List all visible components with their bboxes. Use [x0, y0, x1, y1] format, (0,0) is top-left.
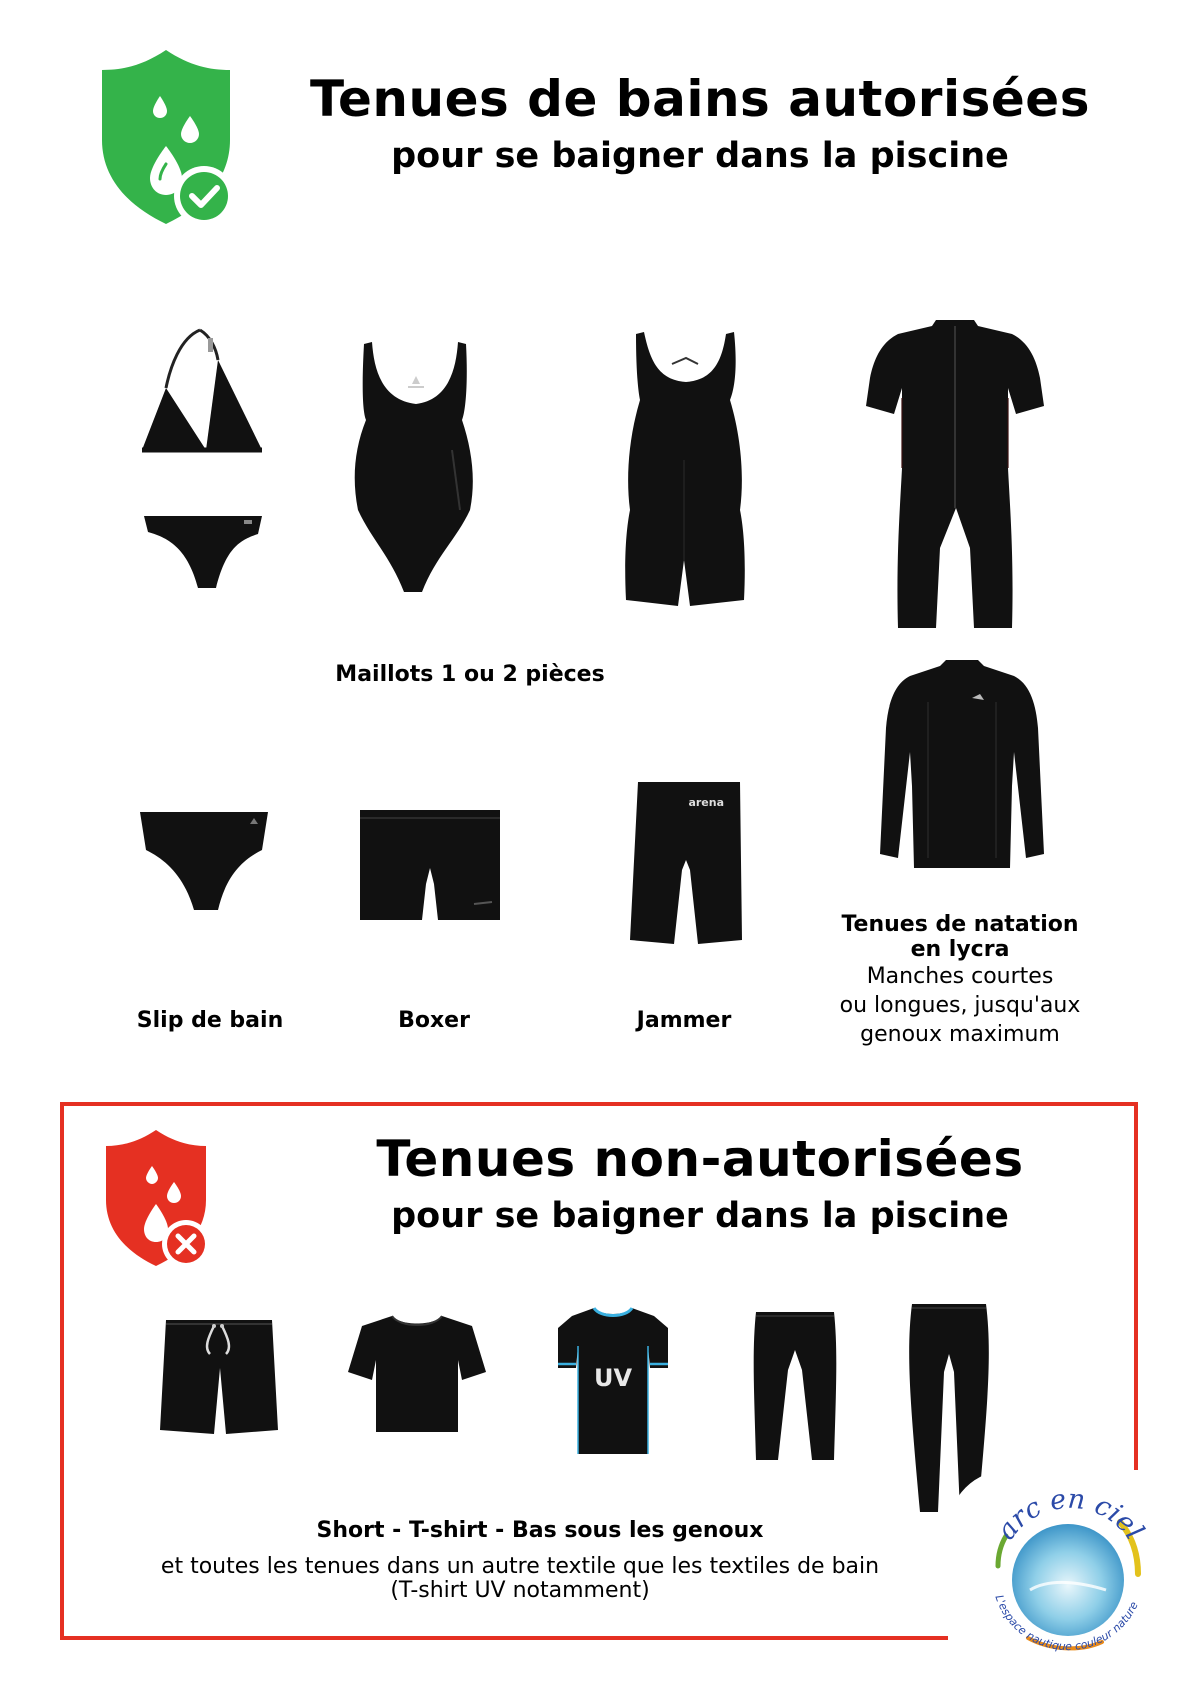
boxer-image: [358, 808, 502, 922]
bikini-image: [140, 328, 270, 590]
forbidden-title: Tenues non-autorisées: [376, 1130, 1024, 1188]
tshirt-image: [346, 1314, 488, 1434]
shield-water-cross-icon: [102, 1128, 210, 1272]
maillots-label: Maillots 1 ou 2 pièces: [335, 662, 605, 687]
lycra-title-line-1: Tenues de natation: [841, 912, 1079, 937]
kneeskin-swimsuit-image: [622, 330, 750, 608]
swim-brief-image: [138, 810, 270, 912]
forbidden-subtitle: pour se baigner dans la piscine: [391, 1196, 1009, 1236]
shorts-image: [158, 1318, 280, 1436]
arc-en-ciel-logo: [970, 1478, 1166, 1678]
lycra-desc-line-1: Manches courtes: [866, 964, 1054, 989]
svg-text:arena: arena: [688, 796, 724, 809]
boxer-label: Boxer: [398, 1008, 470, 1033]
allowed-title: Tenues de bains autorisées: [310, 70, 1090, 128]
one-piece-swimsuit-image: [352, 340, 482, 596]
forbidden-note-line-2: (T-shirt UV notamment): [390, 1578, 650, 1603]
uv-tshirt-image: [556, 1306, 670, 1456]
lycra-description: [800, 912, 1120, 1049]
lycra-desc-line-2: ou longues, jusqu'aux: [839, 993, 1081, 1018]
forbidden-note-line-1: et toutes les tenues dans un autre textile que les textiles de bain: [160, 1554, 880, 1579]
shield-water-check-icon: [98, 48, 234, 230]
lycra-title-line-2: en lycra: [910, 937, 1010, 962]
allowed-subtitle: pour se baigner dans la piscine: [391, 136, 1009, 176]
long-sleeve-rashguard-image: [880, 658, 1044, 874]
jammer-image: [628, 780, 744, 950]
logo-tagline: L'espace nautique couleur nature: [992, 1593, 1141, 1654]
capri-leggings-image: [752, 1310, 838, 1462]
lycra-desc-line-3: genoux maximum: [860, 1022, 1060, 1047]
forbidden-summary: Short - T-shirt - Bas sous les genoux: [316, 1518, 764, 1543]
uv-text: UV: [593, 1364, 633, 1392]
jammer-label: Jammer: [636, 1008, 732, 1033]
slip-label: Slip de bain: [136, 1008, 284, 1033]
short-sleeve-wetsuit-image: [866, 318, 1044, 630]
logo-name: arc en ciel: [990, 1483, 1150, 1546]
